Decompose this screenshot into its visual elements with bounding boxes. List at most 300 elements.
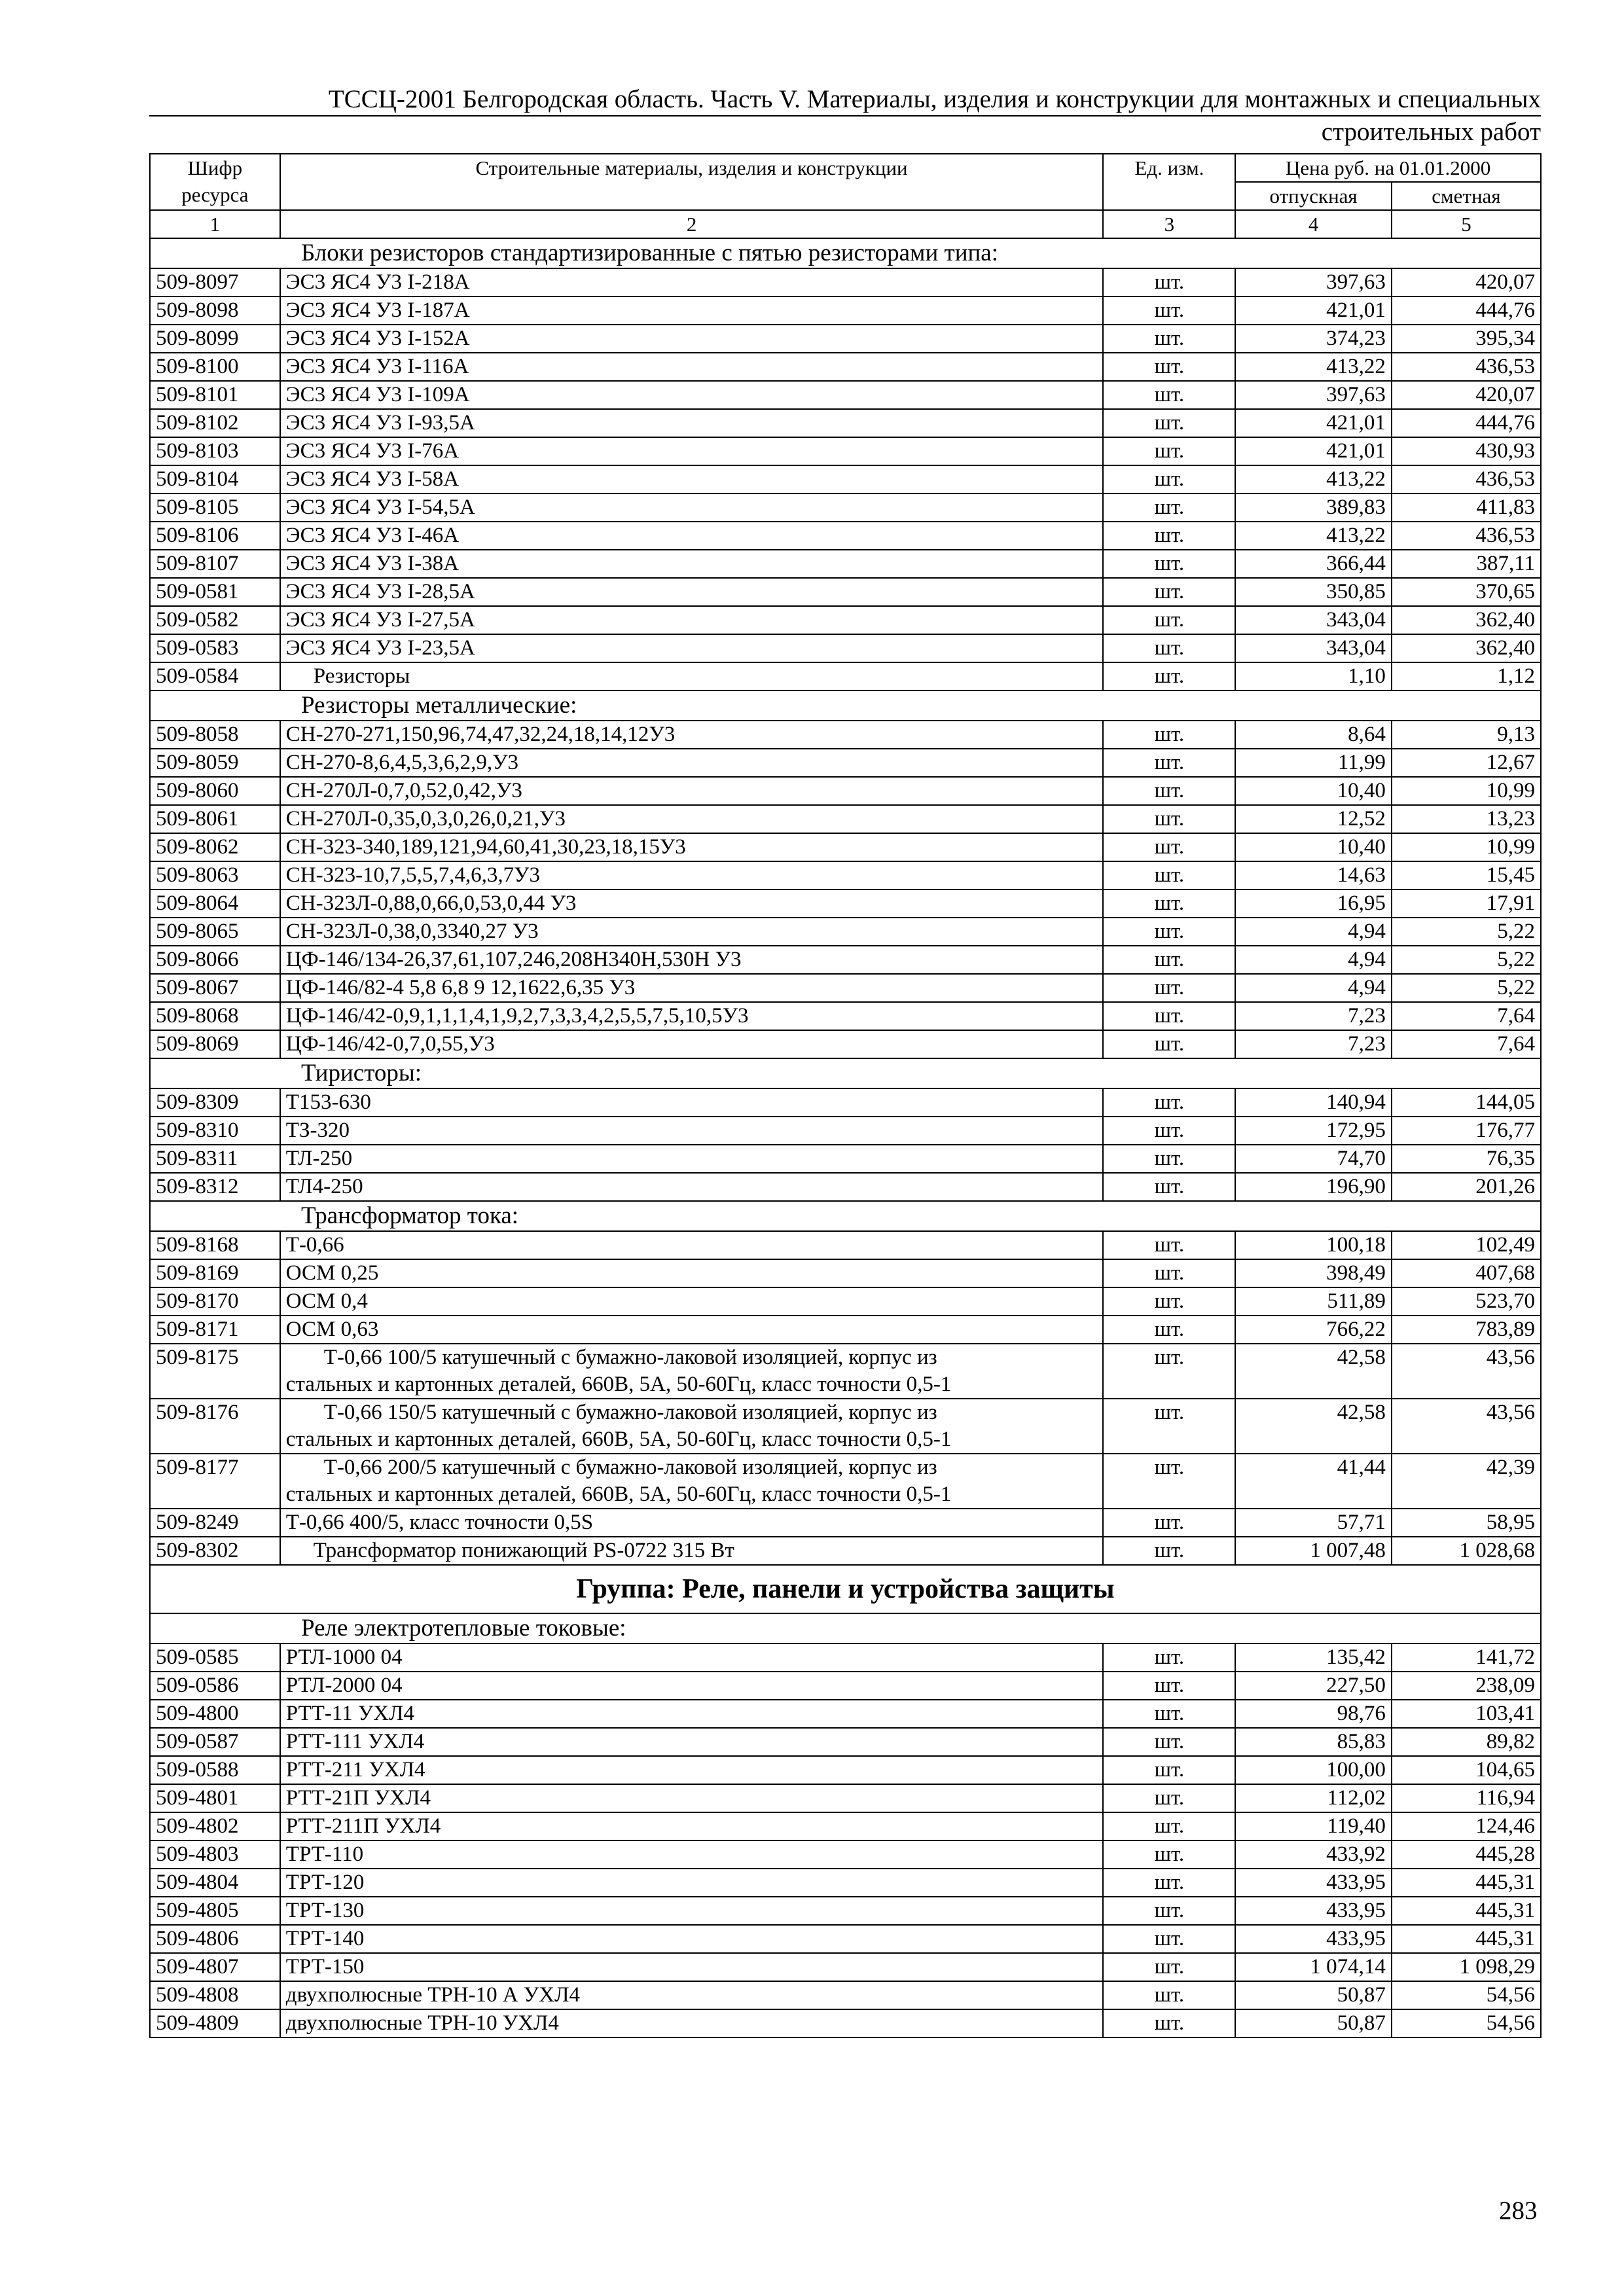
item-name: Т-0,66: [280, 1231, 1104, 1259]
unit-cell: шт.: [1103, 1537, 1235, 1565]
estimate-price: 104,65: [1392, 1756, 1541, 1784]
release-price: 8,64: [1235, 721, 1392, 749]
resource-code: 509-8063: [150, 861, 280, 889]
unit-cell: шт.: [1103, 1672, 1235, 1700]
table-row: [150, 606, 1541, 634]
item-name: двухполюсные ТРН-10 А УХЛ4: [280, 1981, 1104, 2009]
item-name: ЭС3 ЯС4 У3 I-46А: [280, 522, 1104, 550]
resource-code: 509-8170: [150, 1287, 280, 1316]
estimate-price: 43,56: [1392, 1399, 1541, 1454]
resource-code: 509-8059: [150, 749, 280, 777]
item-name-line1: Т-0,66 100/5 катушечный с бумажно-лаковой изоляцией, корпус из: [323, 1346, 937, 1369]
release-price: 4,94: [1235, 918, 1392, 946]
release-price: 100,18: [1235, 1231, 1392, 1259]
release-price: 74,70: [1235, 1145, 1392, 1173]
item-name: ЦФ-146/82-4 5,8 6,8 9 12,1622,6,35 У3: [280, 974, 1104, 1002]
item-name: ЦФ-146/134-26,37,61,107,246,208Н340Н,530Н У3: [280, 946, 1104, 974]
section-heading-row: [150, 1201, 1541, 1231]
unit-cell: шт.: [1103, 381, 1235, 409]
resource-code: 509-8176: [150, 1399, 280, 1454]
item-name: РТЛ-2000 04: [280, 1672, 1104, 1700]
unit-cell: шт.: [1103, 721, 1235, 749]
release-price: 413,22: [1235, 353, 1392, 381]
resource-code: 509-8097: [150, 268, 280, 296]
item-name: [280, 1399, 1104, 1454]
estimate-price: 42,39: [1392, 1454, 1541, 1509]
resource-code: 509-8169: [150, 1259, 280, 1287]
item-name: ТЛ-250: [280, 1145, 1104, 1173]
release-price: 135,42: [1235, 1643, 1392, 1672]
resource-code: 509-4805: [150, 1897, 280, 1925]
item-name: ЭС3 ЯС4 У3 I-76А: [280, 437, 1104, 465]
unit-cell: шт.: [1103, 1700, 1235, 1728]
unit-cell: шт.: [1103, 974, 1235, 1002]
resource-code: 509-8064: [150, 889, 280, 918]
item-name: ОСМ 0,25: [280, 1259, 1104, 1287]
table-row: [150, 1399, 1541, 1454]
item-name-line2: стальных и картонных деталей, 660В, 5А, 50-60Гц, класс точности 0,5-1: [285, 1482, 952, 1506]
resource-code: 509-8062: [150, 833, 280, 861]
unit-cell: шт.: [1103, 1897, 1235, 1925]
col-head-estimate: сметная: [1392, 182, 1541, 210]
item-name: СН-323Л-0,38,0,3340,27 У3: [280, 918, 1104, 946]
estimate-price: 124,46: [1392, 1812, 1541, 1840]
release-price: 374,23: [1235, 325, 1392, 353]
unit-cell: шт.: [1103, 777, 1235, 805]
table-row: [150, 1117, 1541, 1145]
estimate-price: 89,82: [1392, 1728, 1541, 1756]
item-name: ЦФ-146/42-0,7,0,55,У3: [280, 1030, 1104, 1058]
release-price: 50,87: [1235, 1981, 1392, 2009]
release-price: 421,01: [1235, 296, 1392, 325]
unit-cell: шт.: [1103, 296, 1235, 325]
item-name: ТРТ-120: [280, 1869, 1104, 1897]
estimate-price: 102,49: [1392, 1231, 1541, 1259]
estimate-price: 436,53: [1392, 465, 1541, 493]
section-heading: Блоки резисторов стандартизированные с пятью резисторами типа:: [150, 238, 1541, 268]
estimate-price: 370,65: [1392, 578, 1541, 606]
table-row: [150, 1981, 1541, 2009]
estimate-price: 12,67: [1392, 749, 1541, 777]
section-heading-row: [150, 1613, 1541, 1643]
release-price: 57,71: [1235, 1509, 1392, 1537]
unit-cell: шт.: [1103, 578, 1235, 606]
resource-code: 509-0582: [150, 606, 280, 634]
estimate-price: 5,22: [1392, 974, 1541, 1002]
item-name: ЭС3 ЯС4 У3 I-109А: [280, 381, 1104, 409]
resource-code: 509-8107: [150, 550, 280, 578]
release-price: 16,95: [1235, 889, 1392, 918]
estimate-price: 436,53: [1392, 353, 1541, 381]
resource-code: 509-4808: [150, 1981, 280, 2009]
resource-code: 509-4802: [150, 1812, 280, 1840]
resource-code: 509-4807: [150, 1953, 280, 1981]
release-price: 42,58: [1235, 1399, 1392, 1454]
unit-cell: шт.: [1103, 749, 1235, 777]
table-row: [150, 1700, 1541, 1728]
item-name: РТТ-111 УХЛ4: [280, 1728, 1104, 1756]
table-row: [150, 1897, 1541, 1925]
release-price: 389,83: [1235, 493, 1392, 522]
estimate-price: 1,12: [1392, 662, 1541, 691]
resource-code: 509-8312: [150, 1173, 280, 1201]
release-price: 421,01: [1235, 437, 1392, 465]
item-name: РТТ-211 УХЛ4: [280, 1756, 1104, 1784]
item-name: РТТ-211П УХЛ4: [280, 1812, 1104, 1840]
item-name: ЭС3 ЯС4 У3 I-218А: [280, 268, 1104, 296]
estimate-price: 7,64: [1392, 1030, 1541, 1058]
item-name: ЭС3 ЯС4 У3 I-23,5А: [280, 634, 1104, 662]
unit-cell: шт.: [1103, 1088, 1235, 1117]
release-price: 172,95: [1235, 1117, 1392, 1145]
table-row: [150, 493, 1541, 522]
estimate-price: 54,56: [1392, 1981, 1541, 2009]
table-row: [150, 409, 1541, 437]
col-number: 5: [1392, 210, 1541, 238]
release-price: 119,40: [1235, 1812, 1392, 1840]
unit-cell: шт.: [1103, 1117, 1235, 1145]
estimate-price: 362,40: [1392, 606, 1541, 634]
table-row: [150, 1231, 1541, 1259]
estimate-price: 17,91: [1392, 889, 1541, 918]
table-row: [150, 1643, 1541, 1672]
release-price: 50,87: [1235, 2009, 1392, 2037]
unit-cell: шт.: [1103, 1145, 1235, 1173]
release-price: 398,49: [1235, 1259, 1392, 1287]
section-heading: Тиристоры:: [150, 1058, 1541, 1088]
unit-cell: шт.: [1103, 805, 1235, 833]
unit-cell: шт.: [1103, 1002, 1235, 1030]
table-row: [150, 1784, 1541, 1812]
release-price: 413,22: [1235, 522, 1392, 550]
unit-cell: шт.: [1103, 465, 1235, 493]
resource-code: 509-0586: [150, 1672, 280, 1700]
table-row: [150, 1728, 1541, 1756]
table-row: [150, 1454, 1541, 1509]
unit-cell: шт.: [1103, 437, 1235, 465]
resource-code: 509-8069: [150, 1030, 280, 1058]
resource-code: 509-8104: [150, 465, 280, 493]
estimate-price: 430,93: [1392, 437, 1541, 465]
release-price: 766,22: [1235, 1316, 1392, 1344]
resource-code: 509-0588: [150, 1756, 280, 1784]
resource-code: 509-8168: [150, 1231, 280, 1259]
unit-cell: шт.: [1103, 1643, 1235, 1672]
estimate-price: 420,07: [1392, 381, 1541, 409]
table-row: [150, 721, 1541, 749]
estimate-price: 5,22: [1392, 946, 1541, 974]
item-name: Т153-630: [280, 1088, 1104, 1117]
resource-code: 509-0583: [150, 634, 280, 662]
release-price: 433,95: [1235, 1869, 1392, 1897]
release-price: 98,76: [1235, 1700, 1392, 1728]
unit-cell: шт.: [1103, 606, 1235, 634]
resource-code: 509-8249: [150, 1509, 280, 1537]
resource-code: 509-4806: [150, 1925, 280, 1953]
unit-cell: шт.: [1103, 1454, 1235, 1509]
item-name: ЭС3 ЯС4 У3 I-27,5А: [280, 606, 1104, 634]
release-price: 433,95: [1235, 1925, 1392, 1953]
unit-cell: шт.: [1103, 1812, 1235, 1840]
table-row: [150, 1145, 1541, 1173]
table-row: [150, 578, 1541, 606]
estimate-price: 411,83: [1392, 493, 1541, 522]
estimate-price: 116,94: [1392, 1784, 1541, 1812]
section-heading-row: [150, 238, 1541, 268]
release-price: 343,04: [1235, 606, 1392, 634]
table-row: [150, 946, 1541, 974]
estimate-price: 407,68: [1392, 1259, 1541, 1287]
estimate-price: 1 098,29: [1392, 1953, 1541, 1981]
estimate-price: 176,77: [1392, 1117, 1541, 1145]
table-row: [150, 833, 1541, 861]
unit-cell: шт.: [1103, 1925, 1235, 1953]
table-row: [150, 325, 1541, 353]
unit-cell: шт.: [1103, 1344, 1235, 1399]
table-row: [150, 1537, 1541, 1565]
table-row: [150, 1672, 1541, 1700]
release-price: 10,40: [1235, 833, 1392, 861]
release-price: 343,04: [1235, 634, 1392, 662]
item-name: РТТ-11 УХЛ4: [280, 1700, 1104, 1728]
section-heading: Реле электротепловые токовые:: [150, 1613, 1541, 1643]
unit-cell: шт.: [1103, 1316, 1235, 1344]
item-name: СН-323-340,189,121,94,60,41,30,23,18,15У3: [280, 833, 1104, 861]
resource-code: 509-0587: [150, 1728, 280, 1756]
item-name: Трансформатор понижающий PS-0722 315 Вт: [280, 1537, 1104, 1565]
unit-cell: шт.: [1103, 1399, 1235, 1454]
estimate-price: 103,41: [1392, 1700, 1541, 1728]
price-table: [149, 153, 1542, 2038]
resource-code: 509-8309: [150, 1088, 280, 1117]
resource-code: 509-8067: [150, 974, 280, 1002]
table-row: [150, 2009, 1541, 2037]
unit-cell: шт.: [1103, 409, 1235, 437]
item-name: ЭС3 ЯС4 У3 I-152А: [280, 325, 1104, 353]
unit-cell: шт.: [1103, 2009, 1235, 2037]
table-row: [150, 749, 1541, 777]
estimate-price: 420,07: [1392, 268, 1541, 296]
release-price: 1,10: [1235, 662, 1392, 691]
resource-code: 509-8099: [150, 325, 280, 353]
resource-code: 509-8103: [150, 437, 280, 465]
unit-cell: шт.: [1103, 946, 1235, 974]
resource-code: 509-8171: [150, 1316, 280, 1344]
table-row: [150, 1756, 1541, 1784]
estimate-price: 387,11: [1392, 550, 1541, 578]
section-heading: Трансформатор тока:: [150, 1201, 1541, 1231]
unit-cell: шт.: [1103, 1756, 1235, 1784]
item-name-line2: стальных и картонных деталей, 660В, 5А, 50-60Гц, класс точности 0,5-1: [285, 1427, 952, 1451]
resource-code: 509-4800: [150, 1700, 280, 1728]
release-price: 10,40: [1235, 777, 1392, 805]
release-price: 350,85: [1235, 578, 1392, 606]
estimate-price: 445,31: [1392, 1869, 1541, 1897]
table-row: [150, 1316, 1541, 1344]
item-name: ЭС3 ЯС4 У3 I-28,5А: [280, 578, 1104, 606]
unit-cell: шт.: [1103, 662, 1235, 691]
item-name: ЭС3 ЯС4 У3 I-38А: [280, 550, 1104, 578]
header-title: ТССЦ-2001 Белгородская область. Часть V. Материалы, изделия и конструкции для монтажных и специальных: [328, 85, 1541, 113]
item-name: ЭС3 ЯС4 У3 I-187А: [280, 296, 1104, 325]
resource-code: 509-4801: [150, 1784, 280, 1812]
unit-cell: шт.: [1103, 550, 1235, 578]
resource-code: 509-8068: [150, 1002, 280, 1030]
release-price: 7,23: [1235, 1030, 1392, 1058]
resource-code: 509-8100: [150, 353, 280, 381]
item-name: СН-270-271,150,96,74,47,32,24,18,14,12У3: [280, 721, 1104, 749]
item-name: СН-270-8,6,4,5,3,6,2,9,У3: [280, 749, 1104, 777]
estimate-price: 395,34: [1392, 325, 1541, 353]
item-name-line2: стальных и картонных деталей, 660В, 5А, 50-60Гц, класс точности 0,5-1: [285, 1372, 952, 1396]
unit-cell: шт.: [1103, 1981, 1235, 2009]
resource-code: 509-4804: [150, 1869, 280, 1897]
unit-cell: шт.: [1103, 833, 1235, 861]
unit-cell: шт.: [1103, 522, 1235, 550]
item-name: двухполюсные ТРН-10 УХЛ4: [280, 2009, 1104, 2037]
table-row: [150, 1953, 1541, 1981]
item-name: ТЗ-320: [280, 1117, 1104, 1145]
col-number: 3: [1103, 210, 1235, 238]
release-price: 433,92: [1235, 1840, 1392, 1869]
resource-code: 509-8098: [150, 296, 280, 325]
item-name: ТРТ-150: [280, 1953, 1104, 1981]
item-name: ОСМ 0,4: [280, 1287, 1104, 1316]
estimate-price: 13,23: [1392, 805, 1541, 833]
item-name: ТЛ4-250: [280, 1173, 1104, 1201]
unit-cell: шт.: [1103, 1840, 1235, 1869]
table-row: [150, 268, 1541, 296]
unit-cell: шт.: [1103, 1287, 1235, 1316]
table-row: [150, 974, 1541, 1002]
item-name: [280, 1344, 1104, 1399]
release-price: 1 074,14: [1235, 1953, 1392, 1981]
estimate-price: 201,26: [1392, 1173, 1541, 1201]
resource-code: 509-4809: [150, 2009, 280, 2037]
resource-code: 509-8060: [150, 777, 280, 805]
release-price: 100,00: [1235, 1756, 1392, 1784]
release-price: 42,58: [1235, 1344, 1392, 1399]
table-row: [150, 1173, 1541, 1201]
header-subtitle: строительных работ: [1321, 118, 1541, 146]
estimate-price: 54,56: [1392, 2009, 1541, 2037]
item-name: ТРТ-110: [280, 1840, 1104, 1869]
release-price: 4,94: [1235, 946, 1392, 974]
table-row: [150, 1344, 1541, 1399]
table-row: [150, 1287, 1541, 1316]
release-price: 196,90: [1235, 1173, 1392, 1201]
unit-cell: шт.: [1103, 861, 1235, 889]
item-name: ЭС3 ЯС4 У3 I-58А: [280, 465, 1104, 493]
estimate-price: 7,64: [1392, 1002, 1541, 1030]
unit-cell: шт.: [1103, 1869, 1235, 1897]
unit-cell: шт.: [1103, 1728, 1235, 1756]
item-name-line1: Т-0,66 200/5 катушечный с бумажно-лаковой изоляцией, корпус из: [323, 1456, 937, 1479]
estimate-price: 144,05: [1392, 1088, 1541, 1117]
table-row: [150, 1869, 1541, 1897]
section-heading: Резисторы металлические:: [150, 691, 1541, 721]
release-price: 12,52: [1235, 805, 1392, 833]
col-head-price: Цена руб. на 01.01.2000: [1235, 154, 1541, 182]
section-heading-row: [150, 1058, 1541, 1088]
resource-code: 509-8061: [150, 805, 280, 833]
release-price: 421,01: [1235, 409, 1392, 437]
estimate-price: 10,99: [1392, 777, 1541, 805]
table-row: [150, 889, 1541, 918]
item-name: Резисторы: [280, 662, 1104, 691]
section-heading-row: [150, 691, 1541, 721]
resource-code: 509-8101: [150, 381, 280, 409]
unit-cell: шт.: [1103, 918, 1235, 946]
estimate-price: 43,56: [1392, 1344, 1541, 1399]
resource-code: 509-0584: [150, 662, 280, 691]
item-name: ЭС3 ЯС4 У3 I-93,5А: [280, 409, 1104, 437]
item-name: [280, 1454, 1104, 1509]
table-row: [150, 1002, 1541, 1030]
table-row: [150, 777, 1541, 805]
estimate-price: 1 028,68: [1392, 1537, 1541, 1565]
resource-code: 509-8105: [150, 493, 280, 522]
table-row: [150, 437, 1541, 465]
table-row: [150, 1812, 1541, 1840]
page-number: 283: [1499, 2197, 1538, 2225]
resource-code: 509-8177: [150, 1454, 280, 1509]
unit-cell: шт.: [1103, 1173, 1235, 1201]
release-price: 413,22: [1235, 465, 1392, 493]
release-price: 14,63: [1235, 861, 1392, 889]
unit-cell: шт.: [1103, 889, 1235, 918]
item-name: ТРТ-130: [280, 1897, 1104, 1925]
unit-cell: шт.: [1103, 268, 1235, 296]
col-number: 2: [280, 210, 1104, 238]
release-price: 366,44: [1235, 550, 1392, 578]
table-row: [150, 522, 1541, 550]
unit-cell: шт.: [1103, 353, 1235, 381]
table-row: [150, 296, 1541, 325]
release-price: 1 007,48: [1235, 1537, 1392, 1565]
item-name: Т-0,66 400/5, класс точности 0,5S: [280, 1509, 1104, 1537]
table-body: [150, 238, 1541, 2037]
col-head-name: Строительные материалы, изделия и конструкции: [280, 154, 1104, 210]
item-name: СН-323Л-0,88,0,66,0,53,0,44 У3: [280, 889, 1104, 918]
item-name: СН-270Л-0,35,0,3,0,26,0,21,У3: [280, 805, 1104, 833]
table-row: [150, 634, 1541, 662]
table-row: [150, 805, 1541, 833]
table-row: [150, 353, 1541, 381]
resource-code: 509-8058: [150, 721, 280, 749]
unit-cell: шт.: [1103, 1030, 1235, 1058]
table-row: [150, 1509, 1541, 1537]
resource-code: 509-8102: [150, 409, 280, 437]
release-price: 433,95: [1235, 1897, 1392, 1925]
item-name: РТЛ-1000 04: [280, 1643, 1104, 1672]
release-price: 511,89: [1235, 1287, 1392, 1316]
table-row: [150, 1925, 1541, 1953]
resource-code: 509-8106: [150, 522, 280, 550]
estimate-price: 444,76: [1392, 296, 1541, 325]
estimate-price: 9,13: [1392, 721, 1541, 749]
estimate-price: 444,76: [1392, 409, 1541, 437]
estimate-price: 445,31: [1392, 1897, 1541, 1925]
resource-code: 509-8311: [150, 1145, 280, 1173]
unit-cell: шт.: [1103, 1259, 1235, 1287]
estimate-price: 445,28: [1392, 1840, 1541, 1869]
item-name: ТРТ-140: [280, 1925, 1104, 1953]
estimate-price: 5,22: [1392, 918, 1541, 946]
table-row: [150, 550, 1541, 578]
estimate-price: 238,09: [1392, 1672, 1541, 1700]
unit-cell: шт.: [1103, 1509, 1235, 1537]
